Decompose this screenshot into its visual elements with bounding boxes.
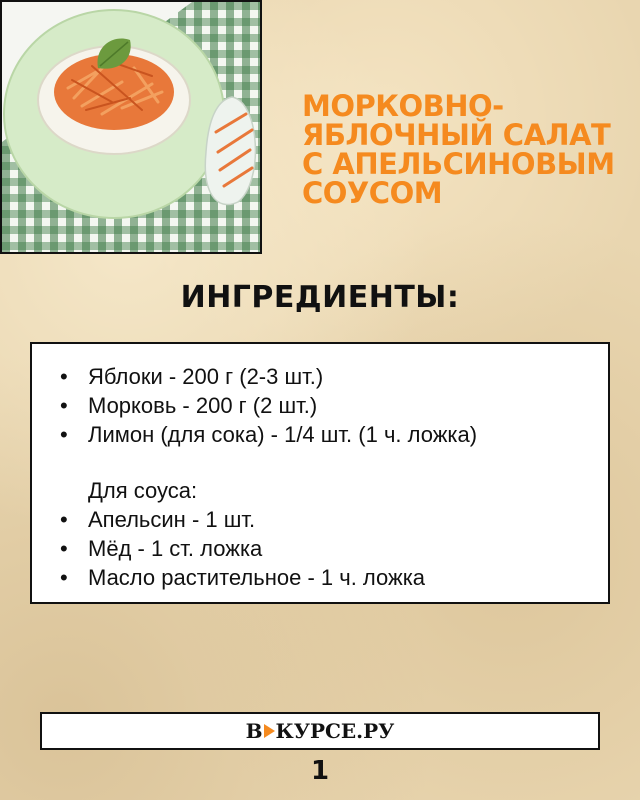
ingredient-item: • Яблоки - 200 г (2-3 шт.) — [60, 362, 608, 391]
brand-logo — [246, 719, 395, 743]
sauce-ingredient-item: • Масло растительное - 1 ч. ложка — [60, 563, 608, 592]
ingredient-item: • Морковь - 200 г (2 шт.) — [60, 391, 608, 420]
play-arrow-icon — [264, 724, 275, 738]
salad-photo — [0, 0, 262, 254]
sauce-ingredient-item: • Мёд - 1 ст. ложка — [60, 534, 608, 563]
recipe-title: МОРКОВНО- ЯБЛОЧНЫЙ САЛАТ С АПЕЛЬСИНОВЫМ СОУСОМ — [302, 89, 615, 210]
page-number: 1 — [310, 756, 330, 786]
brand-logo-left: В — [245, 719, 263, 743]
ingredients-heading: ИНГРЕДИЕНТЫ: — [180, 280, 460, 315]
ingredients-box — [30, 342, 610, 604]
ingredient-item: • Лимон (для сока) - 1/4 шт. (1 ч. ложка) — [60, 420, 608, 449]
brand-logo-right: КУРСЕ.РУ — [275, 719, 395, 743]
sauce-heading: Для соуса: — [88, 478, 198, 503]
ingredients-list — [60, 362, 608, 592]
brand-banner — [40, 712, 600, 750]
sauce-ingredient-item: • Апельсин - 1 шт. — [60, 505, 608, 534]
